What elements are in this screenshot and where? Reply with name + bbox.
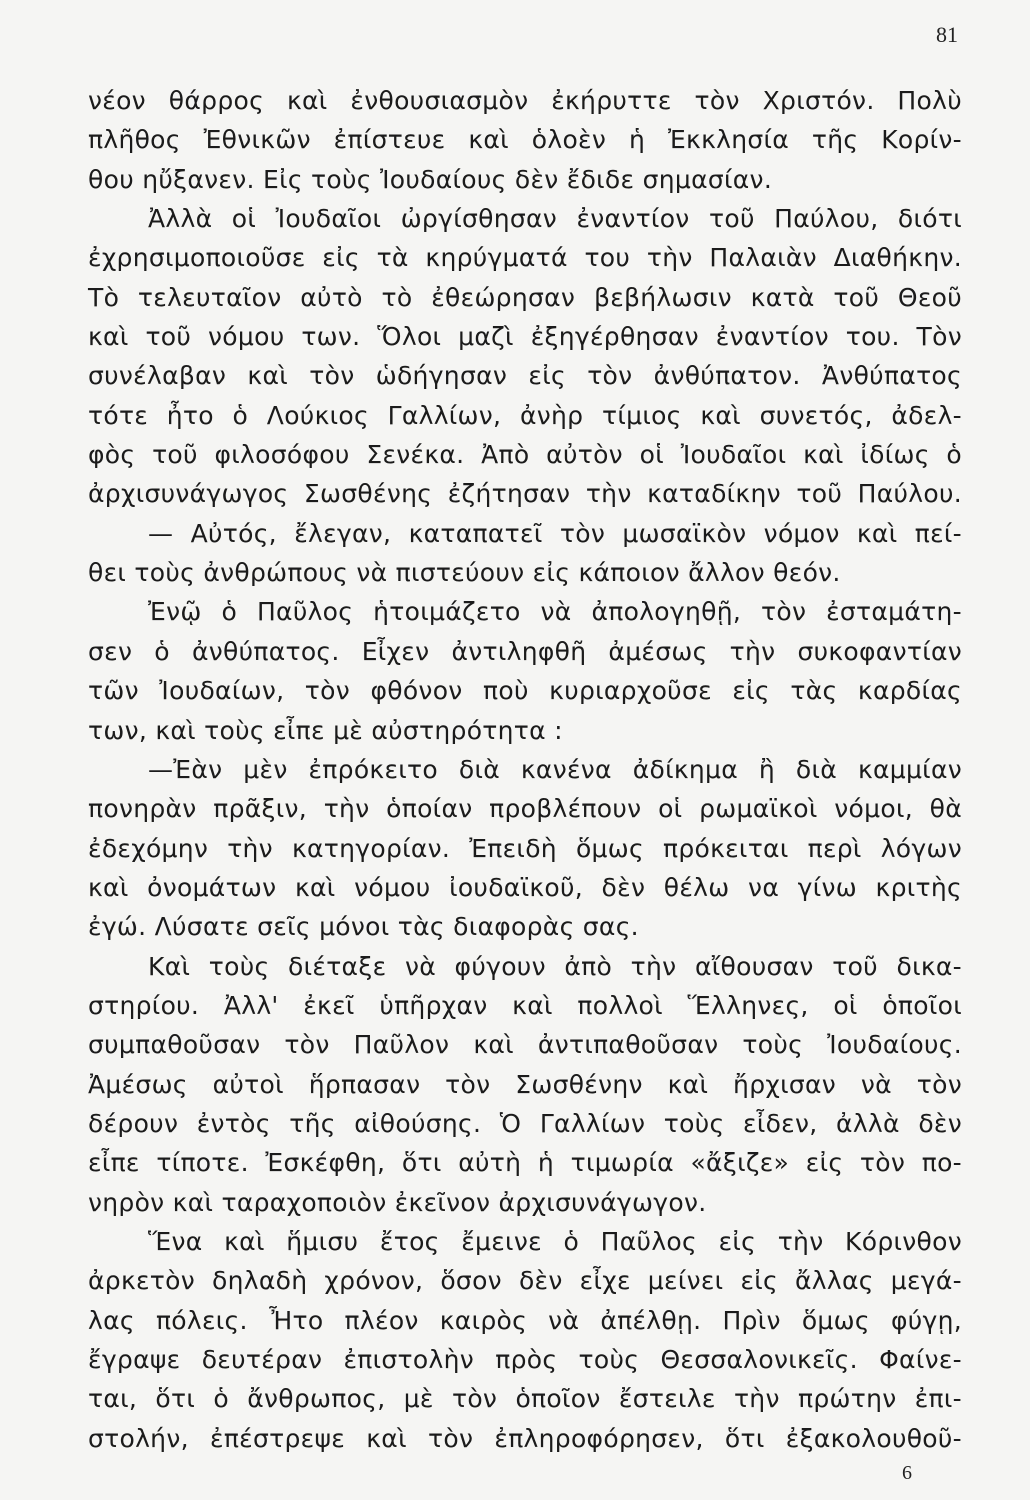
body-text	[88, 81, 962, 1458]
page-number: 81	[936, 22, 958, 47]
text-line: σεν ὁ ἀνθύπατος. Εἶχεν ἀντιληφθῆ ἀμέσως τὴν συκοφαντίαν	[88, 636, 962, 666]
text-line: Τὸ τελευταῖον αὐτὸ τὸ ἐθεώρησαν βεβήλωσιν κατὰ τοῦ Θεοῦ	[88, 282, 962, 312]
text-line: Καὶ τοὺς διέταξε νὰ φύγουν ἀπὸ τὴν αἴθουσαν τοῦ δικα-	[148, 951, 962, 981]
text-line: ἔγραψε δευτέραν ἐπιστολὴν πρὸς τοὺς Θεσσαλονικεῖς. Φαίνε-	[88, 1345, 962, 1374]
paragraph	[88, 592, 962, 749]
text-line: δέρουν ἐντὸς τῆς αἰθούσης. Ὁ Γαλλίων τοὺς εἶδεν, ἀλλὰ δὲν	[88, 1108, 962, 1138]
text-line: πλῆθος Ἐθνικῶν ἐπίστευε καὶ ὁλοὲν ἡ Ἐκκλησία τῆς Κορίν-	[88, 125, 962, 155]
text-line: ἐδεχόμην τὴν κατηγορίαν. Ἐπειδὴ ὅμως πρόκειται περὶ λόγων	[88, 833, 962, 863]
text-line: καὶ τοῦ νόμου των. Ὅλοι μαζὶ ἐξηγέρθησαν ἐναντίον του. Τὸν	[88, 322, 962, 352]
text-line: φὸς τοῦ φιλοσόφου Σενέκα. Ἀπὸ αὐτὸν οἱ Ἰουδαῖοι καὶ ἰδίως ὁ	[88, 440, 962, 470]
text-line: θου ηὔξανεν. Εἰς τοὺς Ἰουδαίους δὲν ἔδιδε σημασίαν.	[88, 164, 773, 194]
text-line: — Αὐτός, ἔλεγαν, καταπατεῖ τὸν μωσαϊκὸν νόμον καὶ πεί-	[148, 518, 962, 548]
text-line: τότε ἦτο ὁ Λούκιος Γαλλίων, ἀνὴρ τίμιος καὶ συνετός, ἀδελ-	[88, 400, 962, 430]
paragraph	[88, 199, 962, 514]
text-line: συνέλαβαν καὶ τὸν ὡδήγησαν εἰς τὸν ἀνθύπατον. Ἀνθύπατος	[88, 361, 962, 391]
text-line: καὶ ὀνομάτων καὶ νόμου ἰουδαϊκοῦ, δὲν θέλω να γίνω κριτὴς	[88, 872, 962, 902]
text-line: των, καὶ τοὺς εἶπε μὲ αὐστηρότητα :	[88, 715, 563, 745]
text-line: τῶν Ἰουδαίων, τὸν φθόνον ποὺ κυριαρχοῦσε εἰς τὰς καρδίας	[88, 676, 962, 706]
text-line: λας πόλεις. Ἦτο πλέον καιρὸς νὰ ἀπέλθῃ. Πρὶν ὅμως φύγῃ,	[88, 1305, 962, 1335]
text-line: ἀρκετὸν δηλαδὴ χρόνον, ὅσον δὲν εἶχε μείνει εἰς ἄλλας μεγά-	[88, 1266, 962, 1296]
text-line: Ἀλλὰ οἱ Ἰουδαῖοι ὠργίσθησαν ἐναντίον τοῦ Παύλου, διότι	[148, 204, 962, 234]
dialogue-paragraph	[88, 750, 962, 947]
dialogue-paragraph	[88, 514, 962, 593]
text-line: ται, ὅτι ὁ ἄνθρωπος, μὲ τὸν ὁποῖον ἔστειλε τὴν πρώτην ἐπι-	[88, 1384, 962, 1414]
text-line: στολήν, ἐπέστρεψε καὶ τὸν ἐπληροφόρησεν, ὅτι ἐξακολουθοῦ-	[88, 1423, 962, 1453]
paragraph	[88, 81, 962, 199]
text-line: ἐχρησιμοποιοῦσε εἰς τὰ κηρύγματά του τὴν Παλαιὰν Διαθήκην.	[88, 243, 962, 273]
text-line: θει τοὺς ἀνθρώπους νὰ πιστεύουν εἰς κάποιον ἄλλον θεόν.	[88, 558, 841, 588]
paragraph	[88, 947, 962, 1222]
paragraph	[88, 1222, 962, 1458]
text-line: πονηρὰν πρᾶξιν, τὴν ὁποίαν προβλέπουν οἱ ρωμαϊκοὶ νόμοι, θὰ	[88, 794, 962, 824]
text-line: στηρίου. Ἀλλ' ἐκεῖ ὑπῆρχαν καὶ πολλοὶ Ἕλληνες, οἱ ὁποῖοι	[88, 990, 962, 1020]
text-line: Ἐνῷ ὁ Παῦλος ἡτοιμάζετο νὰ ἀπολογηθῇ, τὸν ἐσταμάτη-	[148, 597, 962, 627]
text-line: Ἀμέσως αὐτοὶ ἥρπασαν τὸν Σωσθένην καὶ ἤρχισαν νὰ τὸν	[88, 1069, 962, 1099]
text-line: ἐγώ. Λύσατε σεῖς μόνοι τὰς διαφορὰς σας.	[88, 912, 639, 942]
text-line: εἶπε τίποτε. Ἐσκέφθη, ὅτι αὐτὴ ἡ τιμωρία «ἄξιζε» εἰς τὸν πο-	[88, 1148, 962, 1178]
text-line: νέον θάρρος καὶ ἐνθουσιασμὸν ἐκήρυττε τὸν Χριστόν. Πολὺ	[88, 86, 962, 115]
text-line: νηρὸν καὶ ταραχοποιὸν ἐκεῖνον ἀρχισυνάγωγον.	[88, 1187, 707, 1217]
text-line: συμπαθοῦσαν τὸν Παῦλον καὶ ἀντιπαθοῦσαν τοὺς Ἰουδαίους.	[88, 1030, 962, 1060]
printer-signature-mark: 6	[902, 1462, 912, 1484]
text-line: ἀρχισυνάγωγος Σωσθένης ἐζήτησαν τὴν καταδίκην τοῦ Παύλου.	[88, 479, 962, 509]
text-line: —Ἐὰν μὲν ἐπρόκειτο διὰ κανένα ἀδίκημα ἢ διὰ καμμίαν	[148, 754, 962, 784]
text-line: Ἕνα καὶ ἥμισυ ἔτος ἔμεινε ὁ Παῦλος εἰς τὴν Κόρινθον	[148, 1226, 962, 1256]
